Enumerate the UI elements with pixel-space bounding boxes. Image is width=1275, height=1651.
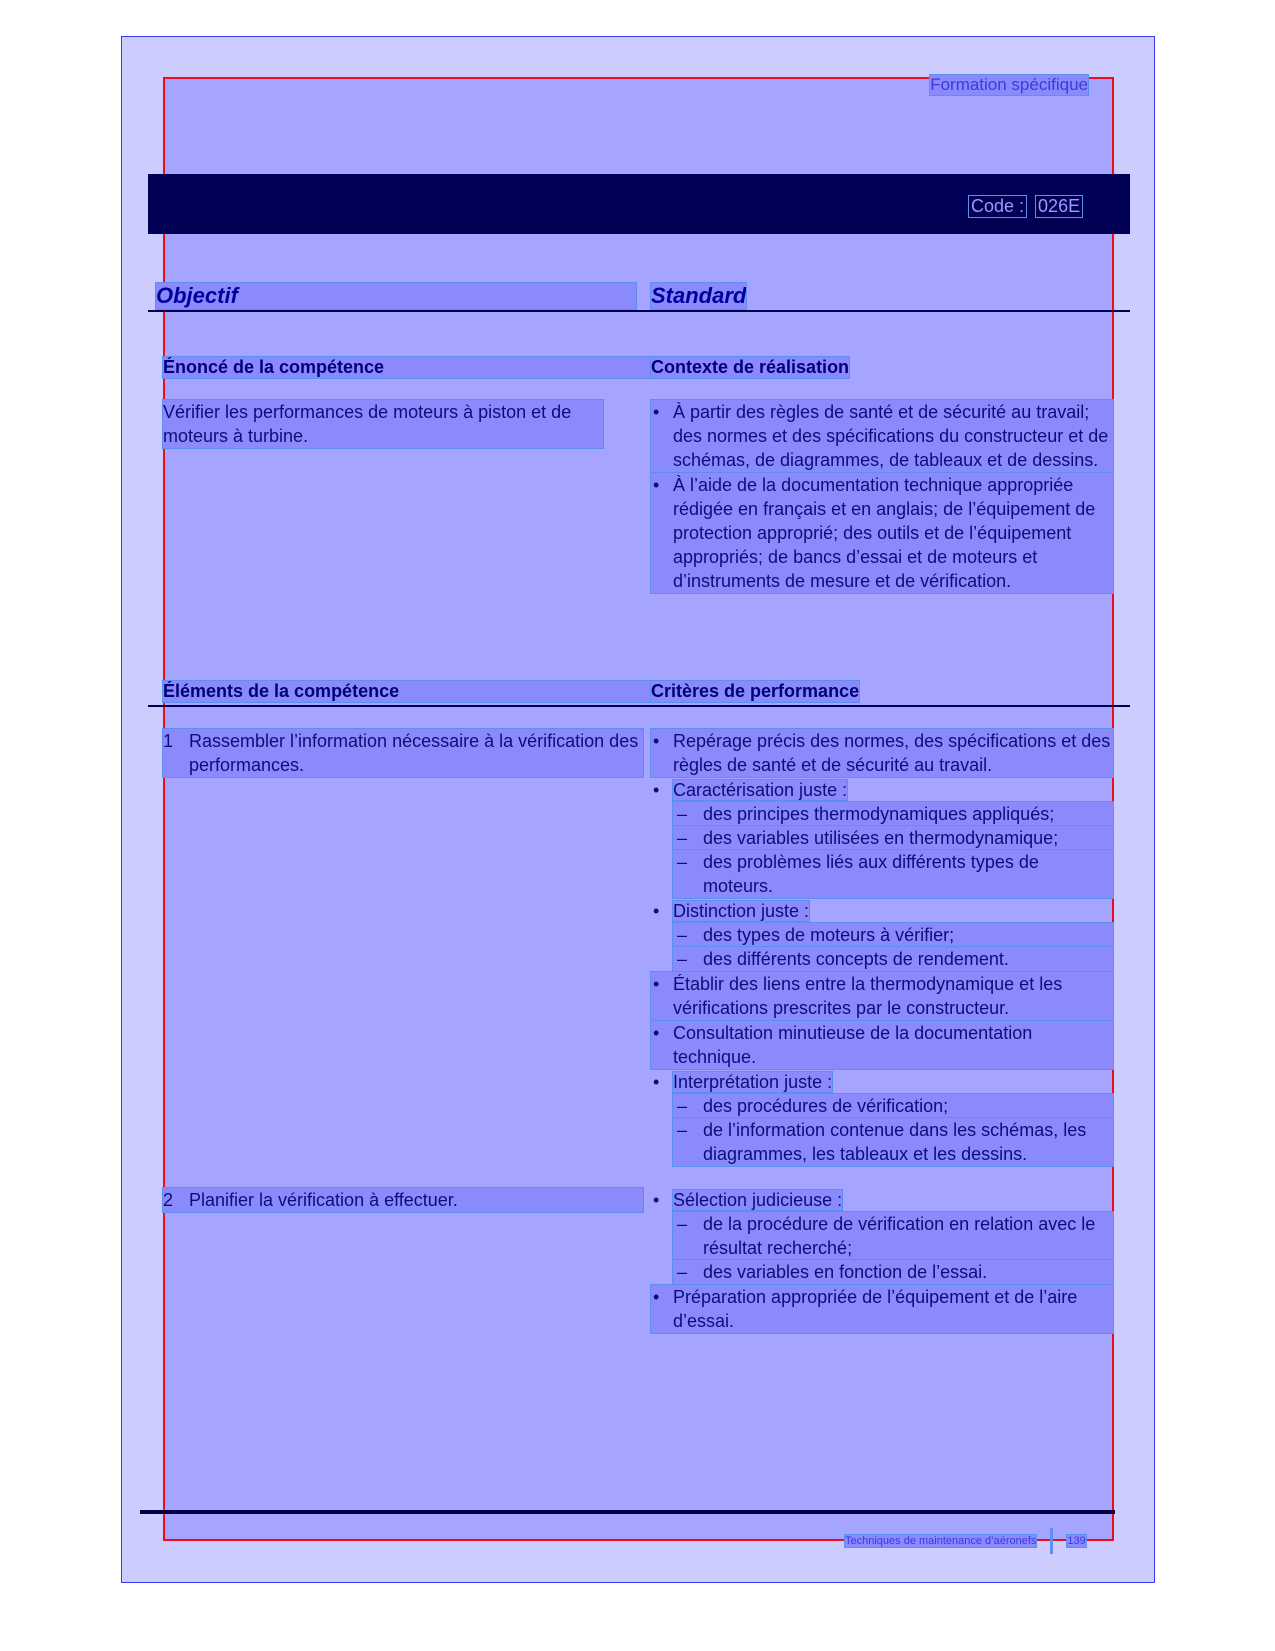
element-2-text: 2 Planifier la vérification à effectuer. xyxy=(163,1188,643,1212)
element-1-number: 1 xyxy=(163,731,174,751)
sub-criterion: – des types de moteurs à vérifier; xyxy=(673,923,1113,947)
element-2 xyxy=(163,1188,643,1212)
sub-criterion: – des problèmes liés aux différents types de moteurs. xyxy=(673,850,1113,898)
sub-criterion: – des variables utilisées en thermodynamique; xyxy=(673,826,1113,850)
sub-criterion: – des principes thermodynamiques appliqués; xyxy=(673,802,1113,826)
footer-rule xyxy=(140,1510,1115,1514)
criterion: • Établir des liens entre la thermodynamique et les vérifications prescrites par le constructeur. xyxy=(651,972,1113,1020)
objectif-heading: Objectif xyxy=(156,283,636,309)
standard-heading: Standard xyxy=(651,283,747,308)
criterion: • Consultation minutieuse de la documentation technique. xyxy=(651,1021,1113,1069)
element-2-number: 2 xyxy=(163,1190,174,1210)
heading-rule xyxy=(148,310,1130,312)
sub-criterion: – des différents concepts de rendement. xyxy=(673,947,1113,971)
enonce-text xyxy=(163,400,603,448)
criterion: • Caractérisation juste : – des principes thermodynamiques appliqués; – des variables utilisées en thermodynamique; – des problèmes liés aux différents types de moteurs. xyxy=(651,778,1113,898)
criterion: • Préparation appropriée de l’équipement et de l’aire d’essai. xyxy=(651,1285,1113,1333)
code-block xyxy=(968,195,1083,218)
criterion: • Repérage précis des normes, des spécifications et des règles de santé et de sécurité au travail. xyxy=(651,729,1113,777)
sub-criterion: – de l’information contenue dans les schémas, les diagrammes, les tableaux et les dessins. xyxy=(673,1118,1113,1166)
sub-criterion: – de la procédure de vérification en relation avec le résultat recherché; xyxy=(673,1212,1113,1260)
elements-title: Éléments de la compétence xyxy=(163,681,651,702)
contexte-list xyxy=(651,400,1113,594)
element-1 xyxy=(163,729,643,777)
sub-criterion: – des variables en fonction de l’essai. xyxy=(673,1260,1113,1284)
criterion: • Distinction juste : – des types de moteurs à vérifier; – des différents concepts de rendement. xyxy=(651,899,1113,971)
criterion: • Sélection judicieuse : – de la procédure de vérification en relation avec le résultat recherché; – des variables en fonction de l’essai. xyxy=(651,1188,1113,1284)
criteria-2 xyxy=(651,1188,1113,1334)
contexte-item: • À partir des règles de santé et de sécurité au travail; des normes et des spécifications du constructeur et de schémas, de diagrammes, de tableaux et de dessins. xyxy=(651,400,1113,472)
footer-program: Techniques de maintenance d’aéronefs xyxy=(845,1535,1037,1547)
code-value: 026E xyxy=(1035,195,1083,218)
contexte-item: • À l’aide de la documentation technique appropriée rédigée en français et en anglais; de l’équipement de protection approprié; des outils et de l’équipement appropriés; de bancs d’essai et de moteurs et d’instruments de mesure et de vérification. xyxy=(651,473,1113,593)
code-label: Code : xyxy=(968,195,1027,218)
enonce-paragraph: Vérifier les performances de moteurs à piston et de moteurs à turbine. xyxy=(163,400,603,448)
contexte-title: Contexte de réalisation xyxy=(651,357,850,377)
criteria-1 xyxy=(651,729,1113,1167)
elements-rule xyxy=(148,705,1130,707)
footer-separator xyxy=(1050,1528,1053,1554)
criteres-title: Critères de performance xyxy=(651,681,860,701)
sub-criterion: – des procédures de vérification; xyxy=(673,1094,1113,1118)
header-label: Formation spécifique xyxy=(930,75,1088,94)
footer xyxy=(845,1528,1086,1554)
enonce-title: Énoncé de la compétence xyxy=(163,357,651,378)
criterion: • Interprétation juste : – des procédures de vérification; – de l’information contenue dans les schémas, les diagrammes, les tableaux et les dessins. xyxy=(651,1070,1113,1166)
element-1-text: 1 Rassembler l’information nécessaire à la vérification des performances. xyxy=(163,729,643,777)
page-number: 139 xyxy=(1067,1535,1086,1547)
